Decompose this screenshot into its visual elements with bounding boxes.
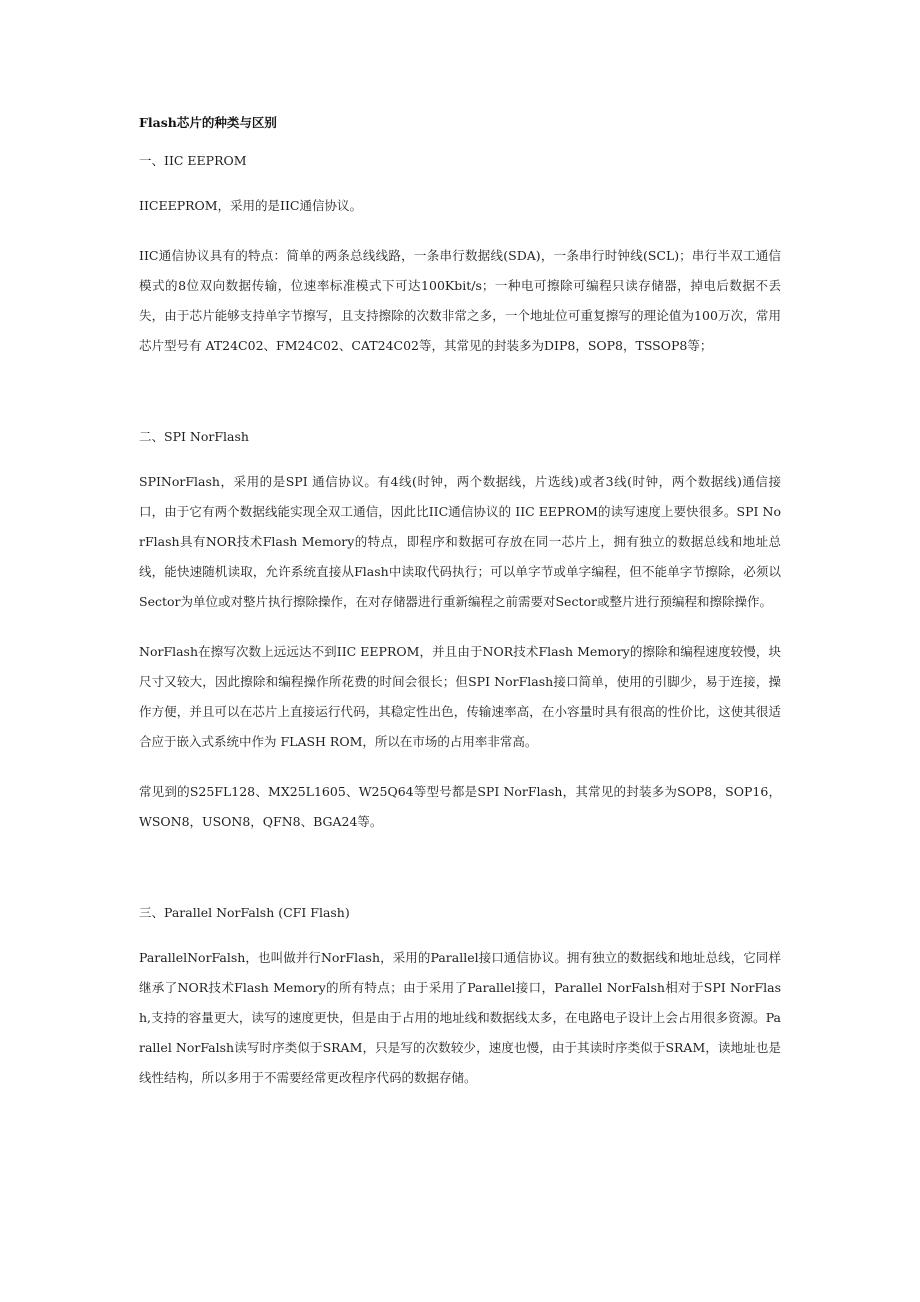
paragraph: IIC通信协议具有的特点：简单的两条总线线路，一条串行数据线(SDA)，一条串行时钟线(SCL)；串行半双工通信模式的8位双向数据传输，位速率标准模式下可达100Kbit/s；一种电可擦除可编程只读存储器，掉电后数据不丢失，由于芯片能够支持单字节擦写，且支持擦除的次数非常之多，一个地址位可重复擦写的理论值为100万次，常用芯片型号有 AT24C02、FM24C02、CAT24C02等，其常见的封装多为DIP8，SOP8，TSSOP8等；	[139, 248, 781, 353]
paragraph: NorFlash在擦写次数上远远达不到IIC EEPROM，并且由于NOR技术Flash Memory的擦除和编程速度较慢，块尺寸又较大，因此擦除和编程操作所花费的时间会很长；但SPI NorFlash接口简单，使用的引脚少，易于连接，操作方便，并且可以在芯片上直接运行代码，其稳定性出色，传输速率高，在小容量时具有很高的性价比，这使其很适合应于嵌入式系统中作为 FLASH ROM，所以在市场的占用率非常高。	[139, 644, 781, 749]
section-heading-spi-norflash: 二、SPI NorFlash	[139, 429, 249, 444]
paragraph: IICEEPROM，采用的是IIC通信协议。	[139, 198, 362, 213]
document-body	[139, 113, 781, 1093]
document-title: Flash芯片的种类与区别	[139, 115, 277, 130]
section-heading-iic-eeprom: 一、IIC EEPROM	[139, 153, 247, 168]
section-heading-parallel-norflash: 三、Parallel NorFalsh (CFI Flash)	[139, 905, 350, 920]
paragraph: 常见到的S25FL128、MX25L1605、W25Q64等型号都是SPI NorFlash，其常见的封装多为SOP8，SOP16，WSON8，USON8，QFN8、BGA24等。	[139, 784, 781, 829]
paragraph: SPINorFlash，采用的是SPI 通信协议。有4线(时钟，两个数据线，片选线)或者3线(时钟，两个数据线)通信接口，由于它有两个数据线能实现全双工通信，因此比IIC通信协议的 IIC EEPROM的读写速度上要快很多。SPI NorFlash具有NOR技术Flash Memory的特点，即程序和数据可存放在同一芯片上，拥有独立的数据总线和地址总线，能快速随机读取，允许系统直接从Flash中读取代码执行；可以单字节或单字编程，但不能单字节擦除，必须以Sector为单位或对整片执行擦除操作，在对存储器进行重新编程之前需要对Sector或整片进行预编程和擦除操作。	[139, 474, 781, 609]
paragraph: ParallelNorFalsh，也叫做并行NorFlash，采用的Parallel接口通信协议。拥有独立的数据线和地址总线，它同样继承了NOR技术Flash Memory的所有特点；由于采用了Parallel接口，Parallel NorFalsh相对于SPI NorFlash,支持的容量更大，读写的速度更快，但是由于占用的地址线和数据线太多，在电路电子设计上会占用很多资源。Parallel NorFalsh读写时序类似于SRAM，只是写的次数较少，速度也慢，由于其读时序类似于SRAM，读地址也是线性结构，所以多用于不需要经常更改程序代码的数据存储。	[139, 950, 781, 1085]
